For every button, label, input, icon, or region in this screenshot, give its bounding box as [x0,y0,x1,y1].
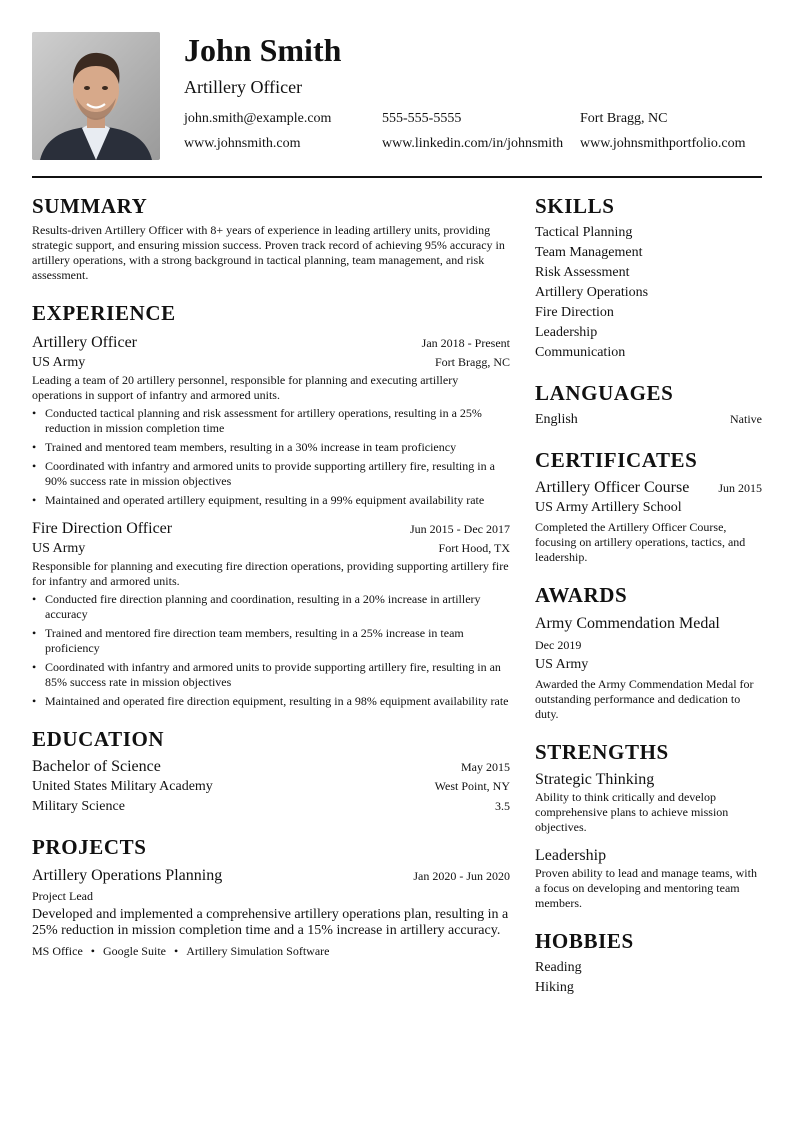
job-title: Fire Direction Officer [32,520,173,537]
strength-name: Leadership [535,847,607,864]
experience-entry [32,518,510,709]
candidate-title: Artillery Officer [184,77,303,97]
contact-portfolio[interactable]: www.johnsmithportfolio.com [580,136,746,151]
tool-tag: MS Office [32,944,83,958]
skill-item: Leadership [535,325,598,340]
project-title: Artillery Operations Planning [32,867,223,884]
job-description: Responsible for planning and executing fire direction operations, providing supporting artillery fire for infantry and armored units. [32,559,509,588]
job-organization: US Army [32,355,86,370]
tool-tag: Artillery Simulation Software [186,944,330,958]
award-description: Awarded the Army Commendation Medal for outstanding performance and dedication to duty. [535,677,754,721]
section-heading: STRENGTHS [535,740,669,764]
skills-section [535,192,762,363]
language-level: Native [730,412,762,426]
job-bullets [32,592,510,709]
tool-tag: Google Suite [102,944,166,958]
job-title: Artillery Officer [32,334,137,351]
list-item: • Trained and mentored fire direction team members, resulting in a 25% increase in team proficiency [32,626,510,656]
strength-name: Strategic Thinking [535,771,655,788]
section-heading: EDUCATION [32,727,165,751]
gpa: 3.5 [495,799,510,813]
list-item: • Trained and mentored team members, resulting in a 30% increase in team proficiency [32,440,510,455]
school-location: West Point, NY [434,779,510,793]
job-bullets [32,406,510,508]
skill-item: Communication [535,345,626,360]
certificate-date: Jun 2015 [718,481,762,495]
contact-phone: 555-555-5555 [382,111,462,126]
skill-item: Team Management [535,245,643,260]
sidebar-column [535,192,762,1014]
list-item: • Conducted tactical planning and risk assessment for artillery operations, resulting in a 25% reduction in mission completion time [32,406,510,436]
education-section [32,725,510,817]
job-description: Leading a team of 20 artillery personnel, responsible for planning and executing artillery operations in support of infantry and armored units. [32,373,459,402]
hobbies-section [535,927,762,998]
section-heading: SUMMARY [32,194,148,218]
experience-entry [32,332,510,508]
award-name: Army Commendation Medal [535,615,720,632]
job-dates: Jun 2015 - Dec 2017 [410,522,510,536]
profile-photo [32,32,160,160]
project-dates: Jan 2020 - Jun 2020 [413,869,510,883]
summary-text: Results-driven Artillery Officer with 8+ years of experience in leading artillery units, providing strategic support, and ensuring mission success. Proven track record of achieving 95% accuracy in artillery operations, with a strong background in tactical planning, team management, and risk assessment. [32,223,505,282]
strengths-section [535,738,762,911]
list-item: • Maintained and operated artillery equipment, resulting in a 99% equipment availability rate [32,493,510,508]
profile-photo-image [32,32,160,160]
contact-email[interactable]: john.smith@example.com [184,111,332,126]
contact-location: Fort Bragg, NC [580,111,668,126]
section-heading: AWARDS [535,583,628,607]
school-name: United States Military Academy [32,779,213,794]
strength-description: Ability to think critically and develop comprehensive plans to achieve mission objectives. [535,790,729,834]
strength-description: Proven ability to lead and manage teams, with a focus on developing and mentoring team members. [535,866,757,910]
job-organization: US Army [32,541,86,556]
certificate-issuer: US Army Artillery School [535,500,682,515]
main-column [32,192,510,976]
section-heading: EXPERIENCE [32,301,176,325]
skill-item: Tactical Planning [535,225,633,240]
experience-section [32,299,510,709]
project-role: Project Lead [32,889,93,903]
hobby-item: Hiking [535,980,574,995]
certificates-section [535,446,762,565]
candidate-name: John Smith [184,32,342,68]
list-item: • Maintained and operated fire direction equipment, resulting in a 98% equipment availability rate [32,694,510,709]
list-item: • Conducted fire direction planning and coordination, resulting in a 20% increase in artillery accuracy [32,592,510,622]
projects-section [32,833,510,960]
project-entry [32,865,510,960]
separator: • [173,944,179,958]
project-tools [32,942,510,960]
skill-item: Fire Direction [535,305,614,320]
field-of-study: Military Science [32,799,125,814]
graduation-date: May 2015 [461,760,510,774]
language-name: English [535,412,578,427]
job-location: Fort Bragg, NC [435,355,510,369]
degree: Bachelor of Science [32,758,161,775]
certificate-description: Completed the Artillery Officer Course, focusing on artillery operations, tactics, and leadership. [535,520,746,564]
section-heading: HOBBIES [535,929,634,953]
hobby-item: Reading [535,960,582,975]
award-issuer: US Army [535,657,589,672]
section-heading: PROJECTS [32,835,147,859]
header-divider [32,176,762,178]
section-heading: CERTIFICATES [535,448,698,472]
skill-item: Risk Assessment [535,265,630,280]
job-dates: Jan 2018 - Present [421,336,510,350]
separator: • [90,944,95,958]
summary-section [32,192,510,283]
contact-linkedin[interactable]: www.linkedin.com/in/johnsmith [382,136,564,151]
list-item: • Coordinated with infantry and armored units to provide supporting artillery fire, resulting in a 90% success rate in mission objectives [32,459,510,489]
section-heading: LANGUAGES [535,381,674,405]
languages-section [535,379,762,430]
contact-website[interactable]: www.johnsmith.com [184,136,301,151]
certificate-name: Artillery Officer Course [535,479,690,496]
award-date: Dec 2019 [535,638,582,652]
skill-item: Artillery Operations [535,285,649,300]
section-heading: SKILLS [535,194,615,218]
project-description: Developed and implemented a comprehensive artillery operations plan, resulting in a 25% reduction in mission completion time and a 15% increase in artillery accuracy. [32,907,509,938]
job-location: Fort Hood, TX [438,541,510,555]
list-item: • Coordinated with infantry and armored units to provide supporting artillery fire, resulting in an 85% success rate in mission objectives [32,660,510,690]
awards-section [535,581,762,722]
